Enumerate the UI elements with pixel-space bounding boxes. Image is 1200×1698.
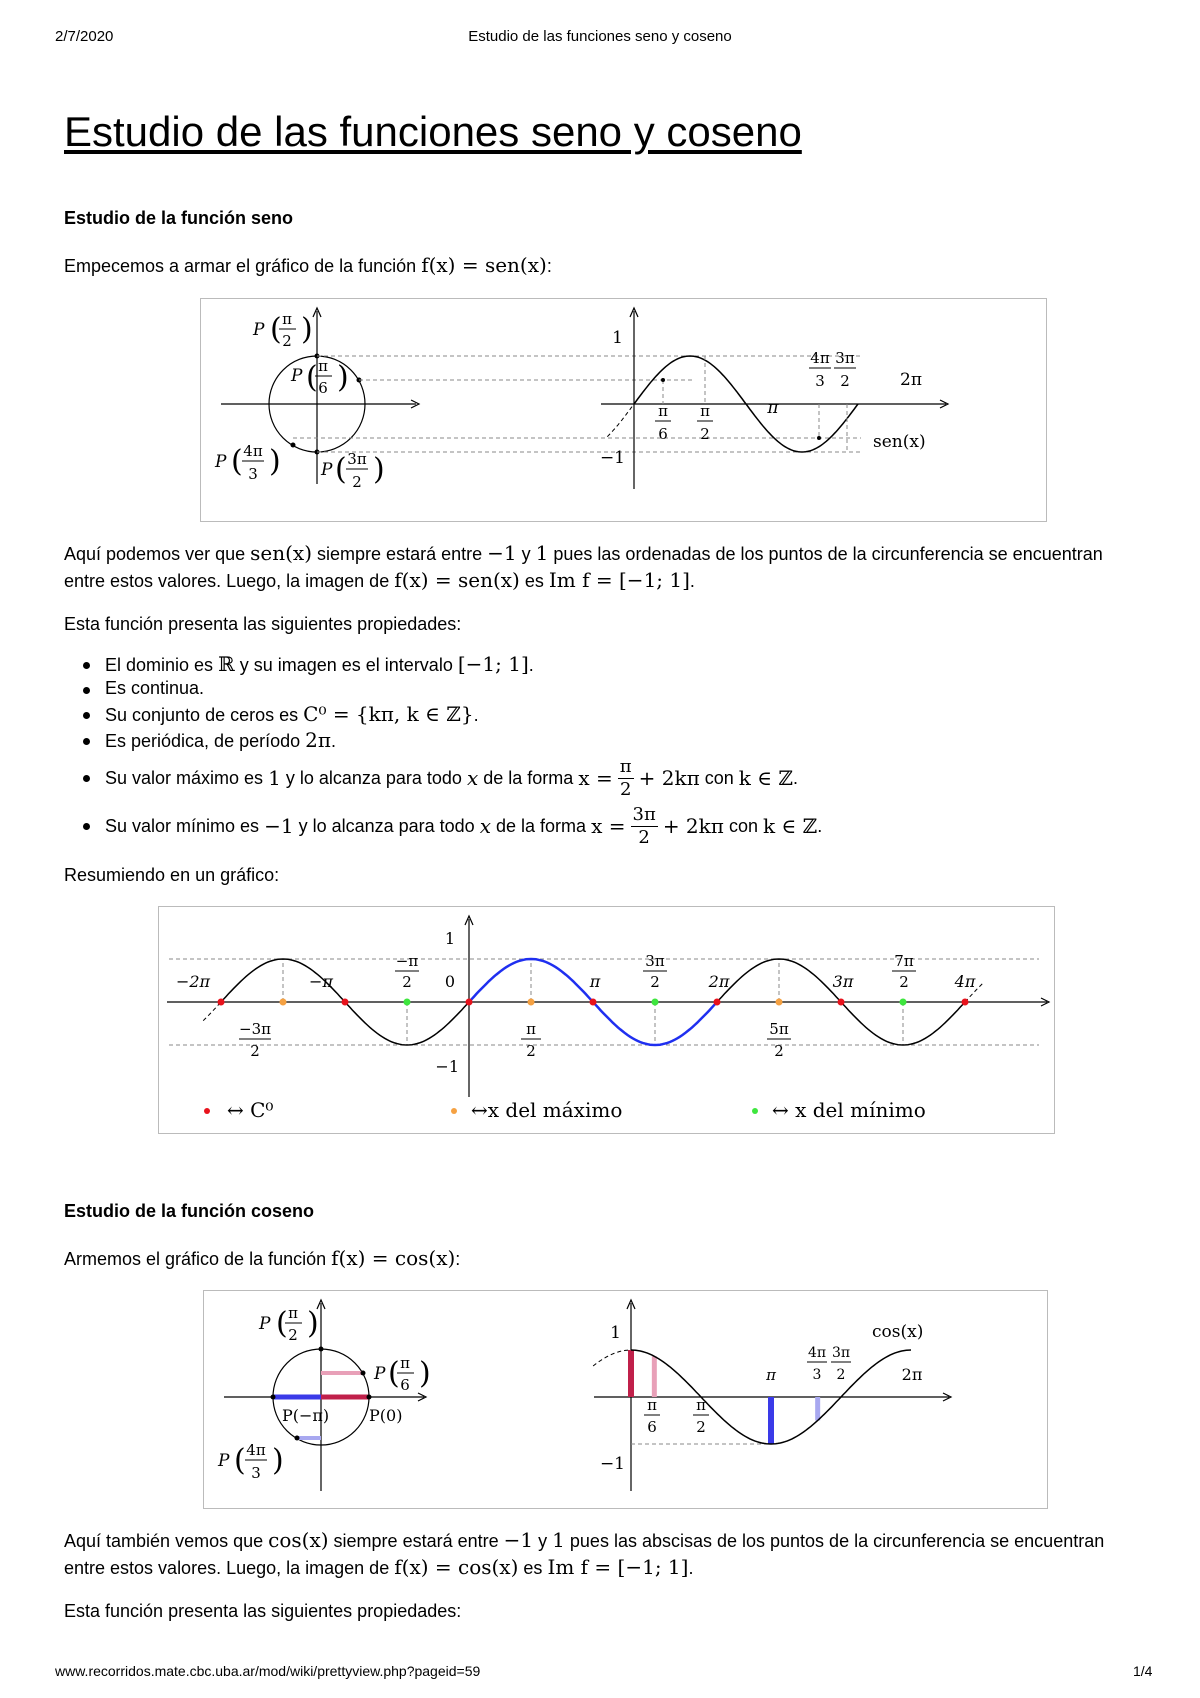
svg-text:P: P [321,460,333,480]
svg-text:3: 3 [251,1464,261,1482]
zero-point [838,999,845,1006]
svg-text:P: P [218,1451,230,1471]
svg-text:2: 2 [352,473,362,491]
zero-point [466,999,473,1006]
print-date: 2/7/2020 [55,28,114,45]
list-item: Su valor máximo es 1 y lo alcanza para todo x de la forma x = $\frac{\pi}{2}$ + 2kπ con k ∈ ℤ . [64,754,822,802]
seno-summary-intro: Resumiendo en un gráfico: [64,865,280,885]
coseno-properties-intro: Esta función presenta las siguientes propiedades: [64,1601,462,1621]
svg-text:4π: 4π [243,442,263,460]
sine-construction-figure [200,298,1047,522]
y-tick-1: 1 [444,929,455,948]
zero-point [342,999,349,1006]
svg-text:2π: 2π [901,1365,923,1384]
svg-text:3π: 3π [831,1345,851,1361]
sine-summary-figure [158,906,1055,1134]
svg-text:2: 2 [899,973,909,991]
curve-label-sen: sen(x) [873,432,926,452]
coseno-intro: Armemos el gráfico de la función f(x) = cos(x): [64,1246,461,1270]
page-number: 1/4 [1133,1663,1153,1679]
svg-text:2: 2 [840,372,850,390]
x-tick-4pi: 4π [954,972,976,991]
svg-text:(: ( [335,452,347,487]
max-x-point [280,999,287,1006]
x-tick-2pi: 2π [900,370,922,390]
zero-point [714,999,721,1006]
svg-text:3: 3 [812,1367,822,1383]
y-tick-minus1: −1 [599,448,625,468]
svg-text:π: π [766,1366,776,1384]
x-tick-pi: π [589,972,601,991]
svg-text:2: 2 [700,425,710,443]
curve-label-cos: cos(x) [872,1322,924,1342]
max-x-point [776,999,783,1006]
legend-label-max: ↔x del máximo [471,1098,623,1122]
svg-text:P: P [374,1364,386,1384]
svg-text:(: ( [234,1443,246,1478]
legend-dot-max [451,1108,457,1114]
max-x-point [528,999,535,1006]
svg-text:4π: 4π [807,1345,827,1361]
svg-text:2: 2 [774,1042,784,1060]
legend-label-zeros: ↔ C⁰ [227,1098,274,1122]
svg-text:(: ( [388,1356,400,1391]
sine-extension [607,404,634,437]
paren: ( [270,312,282,347]
frac-num: π [282,310,292,328]
seno-properties-intro: Esta función presenta las siguientes propiedades: [64,614,462,634]
svg-text:2: 2 [402,973,412,991]
seno-intro: Empecemos a armar el gráfico de la función f(x) = sen(x): [64,253,552,277]
svg-text:4π: 4π [810,349,830,367]
svg-text:2: 2 [836,1367,846,1383]
list-item: Es continua. [64,678,822,702]
list-item: Su conjunto de ceros es C⁰ = {kπ, k ∈ ℤ}. [64,702,822,728]
svg-text:2: 2 [526,1042,536,1060]
zero-point [590,999,597,1006]
zero-point [218,999,225,1006]
section-heading-seno: Estudio de la función seno [64,208,294,228]
min-x-point [404,999,411,1006]
coseno-paragraph-image: Aquí también vemos que cos(x) siempre estará entre −1 y 1 pues las abscisas de los puntos de la circunferencia se encuentran entre estos valores. Luego, la imagen de f(x) = cos(x) es Im f = [−1; 1]. [64,1528,1105,1579]
frac-den: 2 [282,332,292,350]
svg-text:4π: 4π [246,1441,266,1459]
svg-text:π: π [400,1354,410,1372]
list-item: Es periódica, de período 2π. [64,728,822,754]
svg-text:): ) [272,1443,284,1478]
svg-text:): ) [337,360,349,395]
legend-dot-min [752,1108,758,1114]
svg-text:P: P [259,1314,271,1334]
svg-text:5π: 5π [769,1020,789,1038]
seno-properties-list [64,652,822,850]
y-tick-minus1: −1 [435,1057,459,1076]
svg-text:−3π: −3π [239,1020,271,1038]
y-tick-1: 1 [612,328,623,348]
x-tick-mpi: −π [309,972,333,991]
list-item: El dominio es ℝ y su imagen es el intervalo [−1; 1]. [64,652,822,678]
cosine-construction-figure [203,1290,1048,1509]
seno-paragraph-image: Aquí podemos ver que sen(x) siempre estará entre −1 y 1 pues las ordenadas de los puntos de la circunferencia se encuentran entre estos valores. Luego, la imagen de f(x) = sen(x) es Im f = [−1; 1]. [64,541,1103,592]
y-tick-0: 0 [444,972,455,991]
x-tick-2pi: 2π [708,972,730,991]
label-p-minus-pi: P(−π) [282,1406,330,1425]
svg-text:π: π [700,402,710,420]
svg-text:6: 6 [400,1376,410,1394]
circle-label-p: P [291,366,303,386]
legend-label-min: ↔ x del mínimo [772,1098,926,1122]
svg-text:π: π [288,1304,298,1322]
svg-text:2: 2 [250,1042,260,1060]
svg-text:(: ( [276,1306,288,1341]
sine-extension-left [203,1002,221,1021]
svg-text:(: ( [231,444,243,479]
svg-text:2: 2 [696,1418,706,1436]
print-url: www.recorridos.mate.cbc.uba.ar/mod/wiki/prettyview.php?pageid=59 [55,1663,481,1679]
svg-text:6: 6 [647,1418,657,1436]
svg-text:3: 3 [815,372,825,390]
label-p-zero: P(0) [369,1406,403,1425]
svg-text:6: 6 [658,425,668,443]
svg-text:6: 6 [318,379,328,397]
svg-text:π: π [658,402,668,420]
svg-text:1: 1 [610,1323,621,1343]
section-heading-coseno: Estudio de la función coseno [64,1201,315,1221]
legend-dot-zeros [204,1108,210,1114]
x-tick-pi: π [767,398,779,418]
circle-label-p: P [253,320,265,340]
svg-text:(: ( [306,360,318,395]
min-x-point [652,999,659,1006]
svg-text:π: π [647,1396,657,1414]
x-tick-3pi: 3π [832,972,854,991]
svg-text:): ) [269,444,281,479]
svg-text:): ) [419,1356,431,1391]
svg-text:3π: 3π [645,952,665,970]
svg-text:): ) [373,452,385,487]
svg-text:π: π [318,357,328,375]
svg-text:π: π [696,1396,706,1414]
page-title: Estudio de las funciones seno y coseno [64,108,802,155]
cosine-extension [593,1350,631,1366]
svg-text:−π: −π [395,952,419,970]
list-item: Su valor mínimo es −1 y lo alcanza para todo x de la forma x = $\frac{3\pi}{2}$ + 2kπ con k ∈ ℤ . [64,802,822,850]
x-tick-m2pi: −2π [175,972,211,991]
svg-text:π: π [526,1020,536,1038]
svg-text:−1: −1 [599,1454,625,1474]
paren: ) [301,312,313,347]
svg-text:3π: 3π [347,450,367,468]
svg-text:2: 2 [650,973,660,991]
svg-text:7π: 7π [894,952,914,970]
svg-text:): ) [307,1306,319,1341]
svg-text:3π: 3π [835,349,855,367]
svg-text:P: P [215,452,227,472]
svg-text:3: 3 [248,465,258,483]
print-header-title: Estudio de las funciones seno y coseno [468,28,732,45]
min-x-point [900,999,907,1006]
zero-point [962,999,969,1006]
svg-text:2: 2 [288,1326,298,1344]
